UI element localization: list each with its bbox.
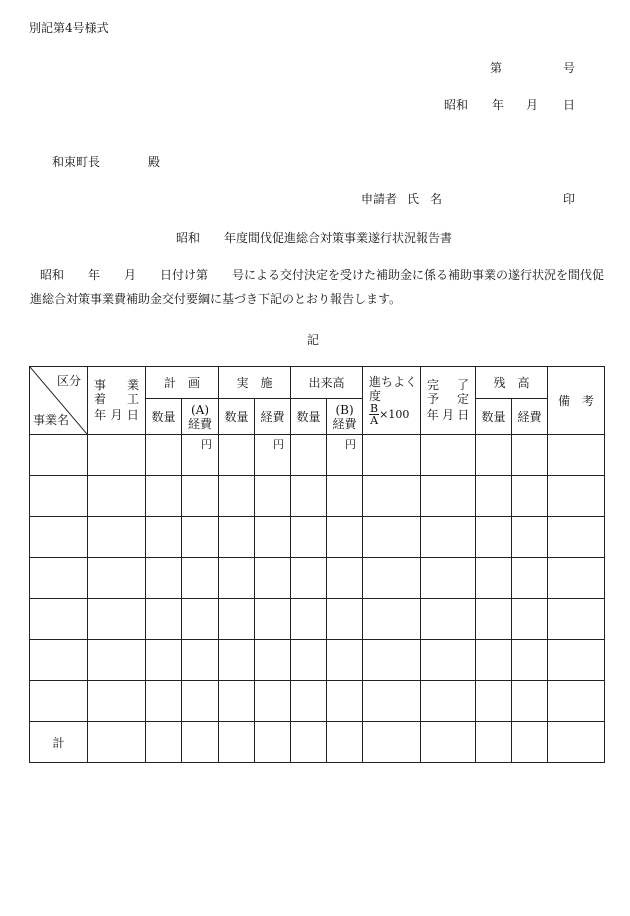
total-row	[30, 722, 605, 763]
date-month: 月	[526, 98, 539, 112]
kanryo-header: 完 了 予 定 年 月 日	[421, 367, 476, 435]
addressee-name: 和束町長	[52, 155, 101, 169]
jigyomei-label: 事業名	[33, 413, 70, 427]
table-row	[30, 681, 605, 722]
zandaka-suryo: 数量	[476, 399, 512, 435]
zandaka-header: 残 高	[476, 367, 548, 399]
keikaku-keihi: (A) 経費	[182, 399, 219, 435]
addressee-honorific: 殿	[148, 155, 161, 169]
table-row	[30, 517, 605, 558]
chakko-header: 事 業 着 工 年 月 日	[88, 367, 146, 435]
keikaku-suryo: 数量	[146, 399, 182, 435]
zandaka-keihi: 経費	[512, 399, 548, 435]
yen-unit: 円	[345, 438, 357, 451]
form-id: 別記第4号様式	[29, 21, 109, 35]
body-line-2: 進総合対策事業費補助金交付要綱に基づき下記のとおり報告します。	[30, 292, 402, 306]
jisshi-header: 実 施	[219, 367, 291, 399]
table-row	[30, 599, 605, 640]
table-row	[30, 558, 605, 599]
table-row	[30, 640, 605, 681]
table-row	[30, 435, 605, 476]
body-line-1: 昭和 年 月 日付け第 号による交付決定を受けた補助金に係る補助事業の遂行状況を間伐促	[40, 268, 605, 282]
kubun-label: 区分	[56, 374, 81, 388]
dekidaka-suryo: 数量	[291, 399, 327, 435]
doc-no-go: 号	[563, 61, 576, 75]
biko-header: 備 考	[548, 367, 605, 435]
dekidaka-keihi: (B) 経費	[327, 399, 363, 435]
dekidaka-header: 出来高	[291, 367, 363, 399]
ki-mark: 記	[307, 333, 320, 347]
total-label: 計	[30, 722, 88, 763]
date-day: 日	[563, 98, 576, 112]
report-table	[29, 366, 605, 763]
date-era: 昭和	[444, 98, 469, 112]
title-era: 昭和	[176, 231, 201, 245]
yen-unit: 円	[201, 438, 213, 451]
date-year: 年	[492, 98, 505, 112]
kubun-header-cell	[30, 367, 88, 435]
table-row	[30, 476, 605, 517]
applicant-mei: 名	[430, 192, 443, 206]
shinchoku-header: 進ちよく 度 $\frac{B}{A}\times 100$	[363, 367, 421, 435]
seal-mark: 印	[563, 192, 576, 206]
doc-no-dai: 第	[490, 61, 503, 75]
keikaku-header: 計 画	[146, 367, 219, 399]
jisshi-suryo: 数量	[219, 399, 255, 435]
document-title: 年度間伐促進総合対策事業遂行状況報告書	[224, 231, 453, 245]
jisshi-keihi: 経費	[255, 399, 291, 435]
yen-unit: 円	[273, 438, 285, 451]
applicant-label: 申請者	[361, 192, 398, 206]
applicant-shi: 氏	[407, 192, 420, 206]
